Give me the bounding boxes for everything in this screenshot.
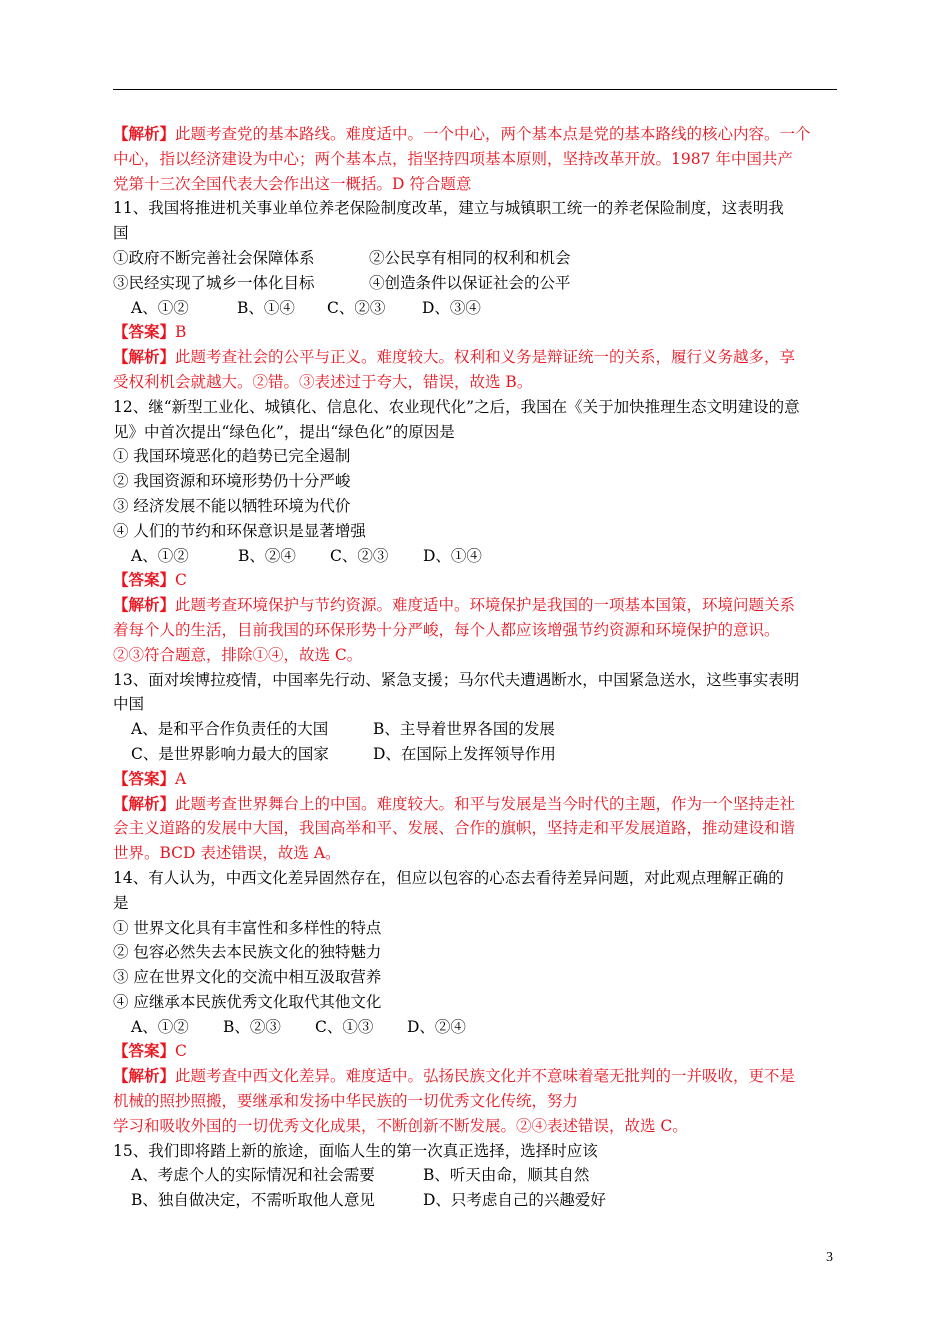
question-12-stem-cont: 见》中首次提出“绿色化”，提出“绿色化”的原因是 [113, 422, 455, 441]
question-11-stem-cont: 国 [113, 224, 129, 243]
question-15-stem: 15、我们即将踏上新的旅途，面临人生的第一次真正选择，选择时应该 [113, 1141, 598, 1160]
question-14-answer: 【答案】C [113, 1041, 187, 1061]
page-number: 3 [826, 1250, 833, 1265]
question-13-options-row: A、是和平合作负责任的大国 B、主导着世界各国的发展 [131, 720, 555, 739]
question-12-analysis-cont: ②③符合题意，排除①④，故选 C。 [113, 645, 363, 664]
question-11-analysis: 【解析】此题考查社会的公平与正义。难度较大。权利和义务是辩证统一的关系，履行义务越多，享 [113, 347, 796, 367]
question-14-option: ③ 应在世界文化的交流中相互汲取营养 [113, 968, 382, 987]
question-14-choices: A、①② B、②③ C、①③ D、②④ [131, 1017, 466, 1036]
question-11-choices: A、①② B、①④ C、②③ D、③④ [131, 298, 481, 317]
question-13-stem: 13、面对埃博拉疫情，中国率先行动、紧急支援；马尔代夫遭遇断水，中国紧急送水，这些事实表明 [113, 670, 800, 689]
question-15-options-row: B、独自做决定，不需听取他人意见 D、只考虑自己的兴趣爱好 [131, 1191, 606, 1210]
question-12-analysis-cont: 着每个人的生活，目前我国的环保形势十分严峻，每个人都应该增强节约资源和环境保护的意识。 [113, 620, 780, 639]
question-14-stem: 14、有人认为，中西文化差异固然存在，但应以包容的心态去看待差异问题，对此观点理解正确的 [113, 868, 784, 887]
question-13-stem-cont: 中国 [113, 695, 145, 714]
question-14-analysis: 【解析】此题考查中西文化差异。难度适中。弘扬民族文化并不意味着毫无批判的一并吸收，更不是 [113, 1066, 796, 1086]
document-body [113, 122, 841, 1213]
question-12-option: ① 我国环境恶化的趋势已完全遏制 [113, 447, 351, 466]
question-12-option: ③ 经济发展不能以牺牲环境为代价 [113, 496, 351, 515]
question-11-stem: 11、我国将推进机关事业单位养老保险制度改革，建立与城镇职工统一的养老保险制度，这表明我 [113, 199, 784, 218]
question-14-option: ① 世界文化具有丰富性和多样性的特点 [113, 918, 382, 937]
question-12-answer: 【答案】C [113, 570, 187, 590]
question-13-options-row: C、是世界影响力最大的国家 D、在国际上发挥领导作用 [131, 744, 556, 763]
question-12-choices: A、①② B、②④ C、②③ D、①④ [131, 546, 482, 565]
analysis-line: 【解析】此题考查党的基本路线。难度适中。一个中心，两个基本点是党的基本路线的核心内容。一个 [113, 124, 811, 143]
question-12-analysis: 【解析】此题考查环境保护与节约资源。难度适中。环境保护是我国的一项基本国策，环境问题关系 [113, 595, 796, 615]
question-11-answer: 【答案】B [113, 322, 187, 342]
analysis-label: 【解析】 [113, 124, 176, 143]
question-14-analysis-cont: 学习和吸收外国的一切优秀文化成果，不断创新不断发展。②④表述错误，故选 C。 [113, 1116, 688, 1135]
analysis-line: 党第十三次全国代表大会作出这一概括。D 符合题意 [113, 174, 472, 193]
question-12-option: ④ 人们的节约和环保意识是显著增强 [113, 521, 366, 540]
question-11-options-row: ①政府不断完善社会保障体系 ②公民享有相同的权利和机会 [113, 248, 571, 267]
question-13-analysis: 【解析】此题考查世界舞台上的中国。难度较大。和平与发展是当今时代的主题，作为一个坚持走社 [113, 793, 796, 813]
question-14-option: ④ 应继承本民族优秀文化取代其他文化 [113, 992, 382, 1011]
question-12-option: ② 我国资源和环境形势仍十分严峻 [113, 472, 351, 491]
question-13-analysis-cont: 会主义道路的发展中大国，我国高举和平、发展、合作的旗帜，坚持走和平发展道路，推动建设和谐 [113, 819, 796, 838]
question-12-stem: 12、继“新型工业化、城镇化、信息化、农业现代化”之后，我国在《关于加快推理生态文明建设的意 [113, 397, 800, 416]
analysis-line: 中心，指以经济建设为中心；两个基本点，指坚持四项基本原则，坚持改革开放。1987 年中国共产 [113, 149, 793, 168]
question-13-analysis-cont: 世界。BCD 表述错误，故选 A。 [113, 844, 341, 863]
header-rule [113, 89, 837, 90]
question-13-answer: 【答案】A [113, 768, 187, 788]
question-11-options-row: ③民经实现了城乡一体化目标 ④创造条件以保证社会的公平 [113, 273, 571, 292]
question-14-option: ② 包容必然失去本民族文化的独特魅力 [113, 943, 382, 962]
question-15-options-row: A、考虑个人的实际情况和社会需要 B、听天由命，顺其自然 [131, 1166, 590, 1185]
question-14-analysis-cont: 机械的照抄照搬，要继承和发扬中华民族的一切优秀文化传统，努力 [113, 1092, 579, 1111]
question-11-analysis-cont: 受权利机会就越大。②错。③表述过于夸大，错误，故选 B。 [113, 372, 533, 391]
question-14-stem-cont: 是 [113, 893, 129, 912]
